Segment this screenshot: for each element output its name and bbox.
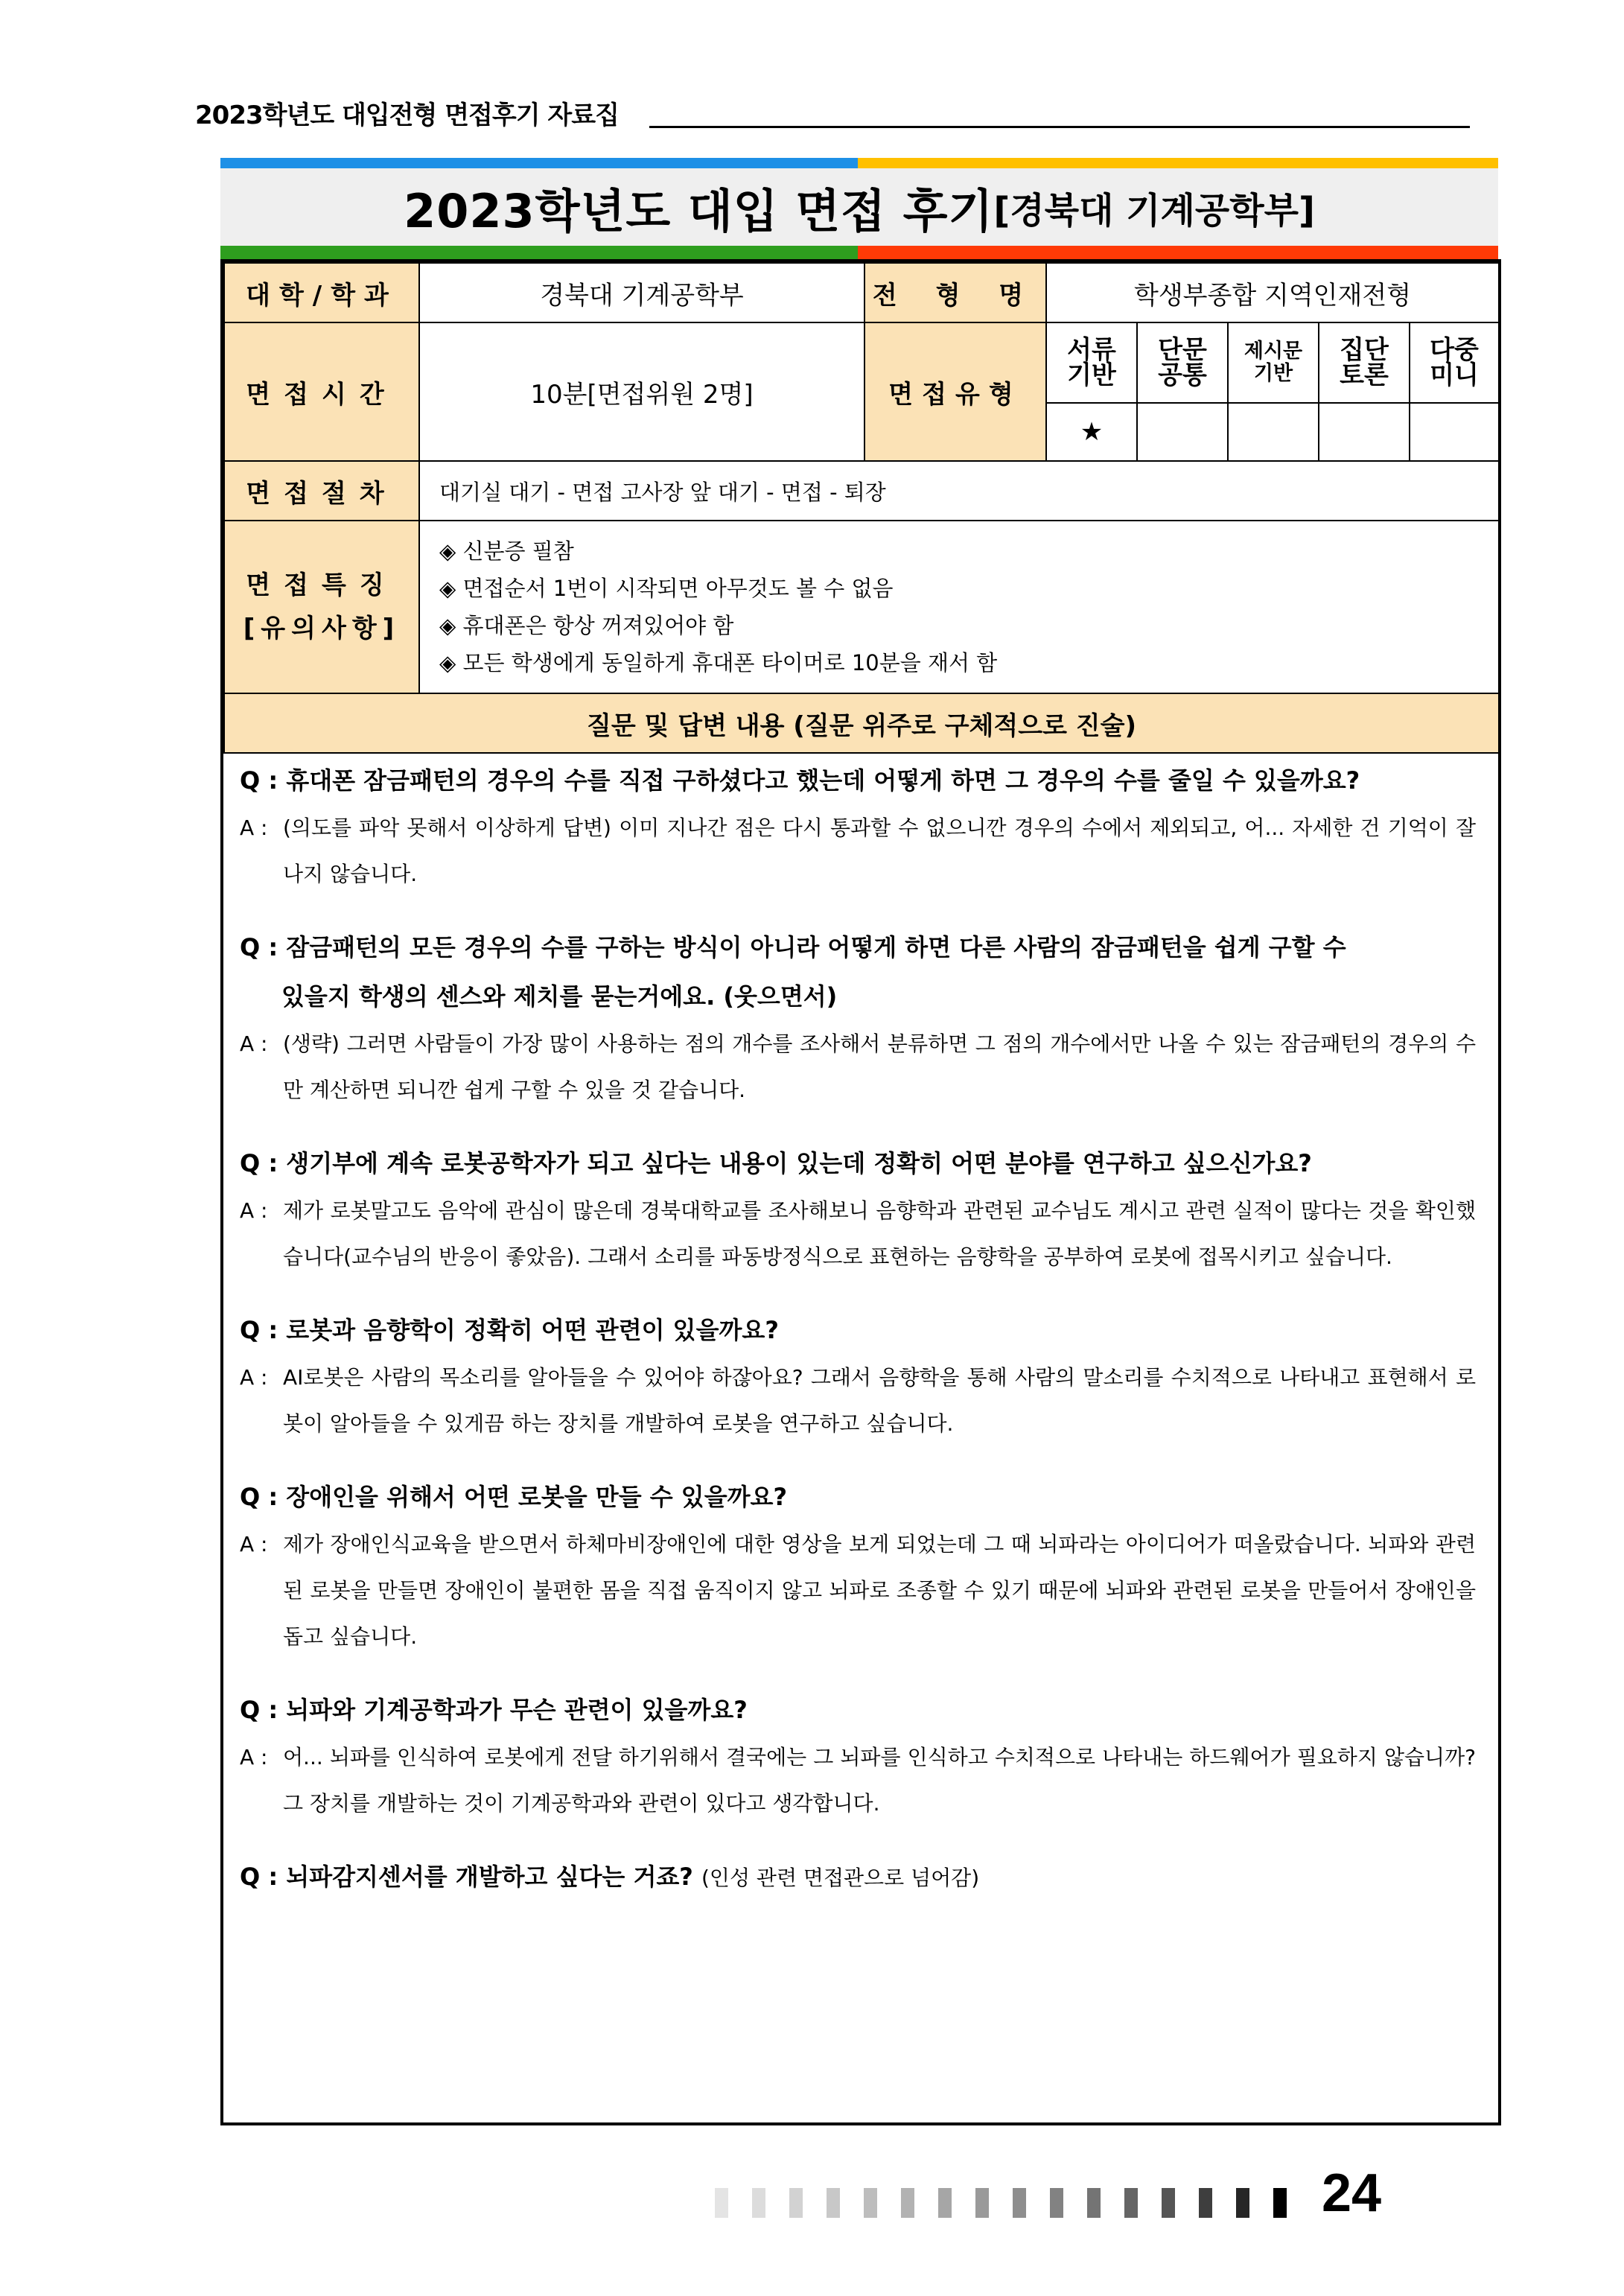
features-label: 면접특징 [유의사항]	[224, 521, 419, 693]
footer-square	[789, 2188, 803, 2218]
footer-square	[1273, 2188, 1287, 2218]
type-short-common: 단문 공통	[1137, 322, 1228, 403]
time-value: 10분[면접위원 2명]	[419, 322, 864, 461]
selected-star-icon: ★	[1046, 403, 1137, 461]
type-mark-empty	[1319, 403, 1410, 461]
question-7-note: (인성 관련 면접관으로 넘어감)	[701, 1866, 980, 1890]
footer-square	[864, 2188, 877, 2218]
answer-5: A : 제가 장애인식교육을 받으면서 하체마비장애인에 대한 영상을 보게 되었는데 그 때 뇌파라는 아이디어가 떠올랐습니다. 뇌파와 관련된 로봇을 만들면 장애인이 불편한 몸을 직접 움직이지 않고 뇌파로 조종할 수 있기 때문에 뇌파와 관련된 로봇을 만들어서 장애인을 돕고 싶습니다.	[240, 1532, 1476, 1649]
qa-content	[240, 756, 1476, 1903]
footer-square	[715, 2188, 728, 2218]
question-2-cont: 있을지 학생의 센스와 제치를 묻는거에요. (웃으면서)	[281, 982, 838, 1011]
admission-value: 학생부종합 지역인재전형	[1046, 263, 1499, 322]
footer-square	[827, 2188, 840, 2218]
document-header	[195, 97, 1470, 134]
answer-2: A : (생략) 그러면 사람들이 가장 많이 사용하는 점의 개수를 조사해서 분류하면 그 점의 개수에서만 나올 수 있는 잠금패턴의 경우의 수만 계산하면 되니깐 쉽게 구할 수 있을 것 같습니다.	[240, 1031, 1476, 1102]
title-bar-blue	[220, 158, 858, 168]
univ-label: 대학/학과	[224, 263, 419, 322]
question-1: Q : 휴대폰 잠금패턴의 경우의 수를 직접 구하셨다고 했는데 어떻게 하면 그 경우의 수를 줄일 수 있을까요?	[240, 766, 1360, 795]
type-mark-empty	[1410, 403, 1499, 461]
page-number: 24	[1322, 2163, 1382, 2223]
title-area	[220, 168, 1498, 246]
answer-3: A : 제가 로봇말고도 음악에 관심이 많은데 경북대학교를 조사해보니 음향학과 관련된 교수님도 계시고 관련 실적이 많다는 것을 확인했습니다(교수님의 반응이 좋았음). 그래서 소리를 파동방정식으로 표현하는 음향학을 공부하여 로봇에 접목시키고 싶습니다.	[240, 1198, 1476, 1269]
footer-square	[1087, 2188, 1101, 2218]
question-2: Q : 잠금패턴의 모든 경우의 수를 구하는 방식이 아니라 어떻게 하면 다른 사람의 잠금패턴을 쉽게 구할 수	[240, 933, 1346, 961]
page-subtitle: [경북대 기계공학부]	[993, 189, 1315, 232]
footer-square	[752, 2188, 765, 2218]
question-6: Q : 뇌파와 기계공학과가 무슨 관련이 있을까요?	[240, 1696, 748, 1724]
footer-square	[938, 2188, 952, 2218]
univ-value: 경북대 기계공학부	[419, 263, 864, 322]
title-block	[220, 158, 1498, 262]
answer-4: A : AI로봇은 사람의 목소리를 알아들을 수 있어야 하잖아요? 그래서 음향학을 통해 사람의 말소리를 수치적으로 나타내고 표현해서 로봇이 알아들을 수 있게끔 하는 장치를 개발하여 로봇을 연구하고 싶습니다.	[240, 1365, 1476, 1436]
info-table	[223, 262, 1500, 754]
time-label: 면접시간	[224, 322, 419, 461]
footer-square	[975, 2188, 989, 2218]
feature-item: ◈ 휴대폰은 항상 꺼져있어야 함	[439, 613, 734, 638]
type-group-discussion: 집단 토론	[1319, 322, 1410, 403]
footer-square	[1162, 2188, 1175, 2218]
footer-square	[1236, 2188, 1249, 2218]
question-4: Q : 로봇과 음향학이 정확히 어떤 관련이 있을까요?	[240, 1316, 779, 1344]
title-bar-yellow	[858, 158, 1498, 168]
question-3: Q : 생기부에 계속 로봇공학자가 되고 싶다는 내용이 있는데 정확히 어떤 분야를 연구하고 싶으신가요?	[240, 1149, 1312, 1177]
footer-square	[1124, 2188, 1138, 2218]
qa-section-header: 질문 및 답변 내용 (질문 위주로 구체적으로 진술)	[224, 693, 1499, 753]
answer-6: A : 어... 뇌파를 인식하여 로봇에게 전달 하기위해서 결국에는 그 뇌파를 인식하고 수치적으로 나타내는 하드웨어가 필요하지 않습니까? 그 장치를 개발하는 것이 기계공학과와 관련이 있다고 생각합니다.	[240, 1745, 1476, 1816]
document-header-title: 2023학년도 대입전형 면접후기 자료집	[195, 101, 619, 130]
feature-item: ◈ 모든 학생에게 동일하게 휴대폰 타이머로 10분을 재서 함	[439, 650, 998, 675]
page-title: 2023학년도 대입 면접 후기	[404, 183, 994, 238]
type-mark-empty	[1137, 403, 1228, 461]
footer-square	[1013, 2188, 1026, 2218]
footer-square	[1050, 2188, 1063, 2218]
footer-square	[901, 2188, 914, 2218]
procedure-value: 대기실 대기 - 면접 고사장 앞 대기 - 면접 - 퇴장	[419, 461, 1499, 521]
procedure-label: 면접절차	[224, 461, 419, 521]
footer-squares	[715, 2170, 1385, 2230]
feature-item: ◈ 신분증 필참	[439, 538, 574, 564]
footer-square	[1199, 2188, 1212, 2218]
type-label: 면접유형	[864, 322, 1046, 461]
question-5: Q : 장애인을 위해서 어떤 로봇을 만들 수 있을까요?	[240, 1483, 788, 1511]
feature-item: ◈ 면접순서 1번이 시작되면 아무것도 볼 수 없음	[439, 576, 894, 601]
type-passage-based: 제시문 기반	[1228, 322, 1319, 403]
answer-1: A : (의도를 파악 못해서 이상하게 답변) 이미 지나간 점은 다시 통과할 수 없으니깐 경우의 수에서 제외되고, 어... 자세한 건 기억이 잘 나지 않습니다.	[240, 815, 1476, 886]
type-document-based: 서류 기반	[1046, 322, 1137, 403]
admission-label: 전 형 명	[864, 263, 1046, 322]
header-rule	[649, 126, 1470, 128]
type-multiple-mini: 다중 미니	[1410, 322, 1499, 403]
question-7: Q : 뇌파감지센서를 개발하고 싶다는 거죠? (인성 관련 면접관으로 넘어감)	[240, 1863, 980, 1891]
type-mark-empty	[1228, 403, 1319, 461]
features-list	[419, 521, 1499, 693]
